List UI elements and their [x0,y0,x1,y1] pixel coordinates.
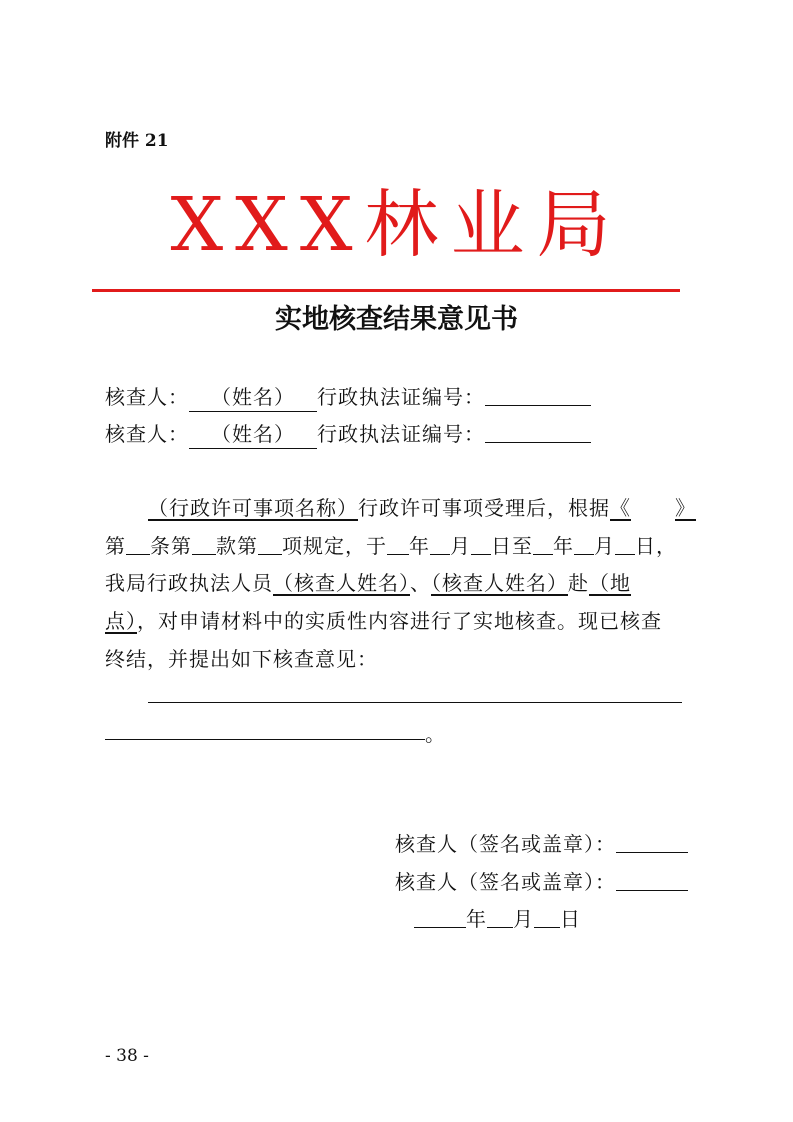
cert-number-field[interactable] [485,420,591,443]
page-number: - 38 - [105,1046,149,1066]
inspector-name-placeholder: （姓名） [211,422,295,446]
document-title: 实地核查结果意见书 [275,304,518,335]
start-year-field[interactable] [387,532,409,555]
cert-number-field[interactable] [485,383,591,406]
law-name-field[interactable]: 《 》 [610,496,696,520]
paragraph-field[interactable] [192,532,216,555]
inspector-name-2-field[interactable]: （核查人姓名） [431,571,568,595]
attachment-label: 附件 21 [105,131,169,151]
signature-line-1: 核查人（签名或盖章）： [395,830,688,858]
body-line-1 [148,494,696,522]
opinion-line-1[interactable] [148,702,682,703]
end-period: 。 [425,722,446,746]
inspector-name-field[interactable] [189,420,317,449]
cert-label: 行政执法证编号： [317,422,485,446]
start-month-field[interactable] [430,532,450,555]
inspector-label: 核查人： [105,422,189,446]
cert-label: 行政执法证编号： [317,385,485,409]
organization-name: XXX林业局 [170,182,623,268]
item-field[interactable] [258,532,282,555]
body-line-4: 点），对申请材料中的实质性内容进行了实地核查。现已核查 [105,609,662,633]
permit-item-field[interactable]: （行政许可事项名称） [148,496,358,520]
inspector-line-1 [105,383,591,412]
opinion-line-2[interactable] [105,739,425,740]
end-day-field[interactable] [615,532,635,555]
body-line-3: 我局行政执法人员（核查人姓名）、（核查人姓名）赴（地 [105,571,631,595]
date-line: 年 月 日 [414,905,581,933]
start-day-field[interactable] [471,532,491,555]
signature-field-1[interactable] [616,830,688,853]
inspector-label: 核查人： [105,385,189,409]
red-divider [92,289,680,292]
location-field-end[interactable]: 点） [105,609,137,633]
end-month-field[interactable] [574,532,594,555]
article-field[interactable] [126,532,150,555]
inspector-name-placeholder: （姓名） [211,385,295,409]
location-field-start[interactable]: （地 [589,571,631,595]
body-line-5: 终结，并提出如下核查意见： [105,647,378,671]
inspector-line-2 [105,420,591,449]
date-month-field[interactable] [487,905,513,928]
signature-field-2[interactable] [616,868,688,891]
inspector-name-1-field[interactable]: （核查人姓名） [273,571,410,595]
date-day-field[interactable] [534,905,560,928]
signature-line-2: 核查人（签名或盖章）： [395,868,688,896]
date-year-field[interactable] [414,905,466,928]
inspector-name-field[interactable] [189,383,317,412]
body-line-2: 第 条第 款第 项规定，于 年 月 日至 年 月 日， [105,534,677,558]
body-text: 行政许可事项受理后，根据 [358,496,610,520]
end-year-field[interactable] [533,532,553,555]
